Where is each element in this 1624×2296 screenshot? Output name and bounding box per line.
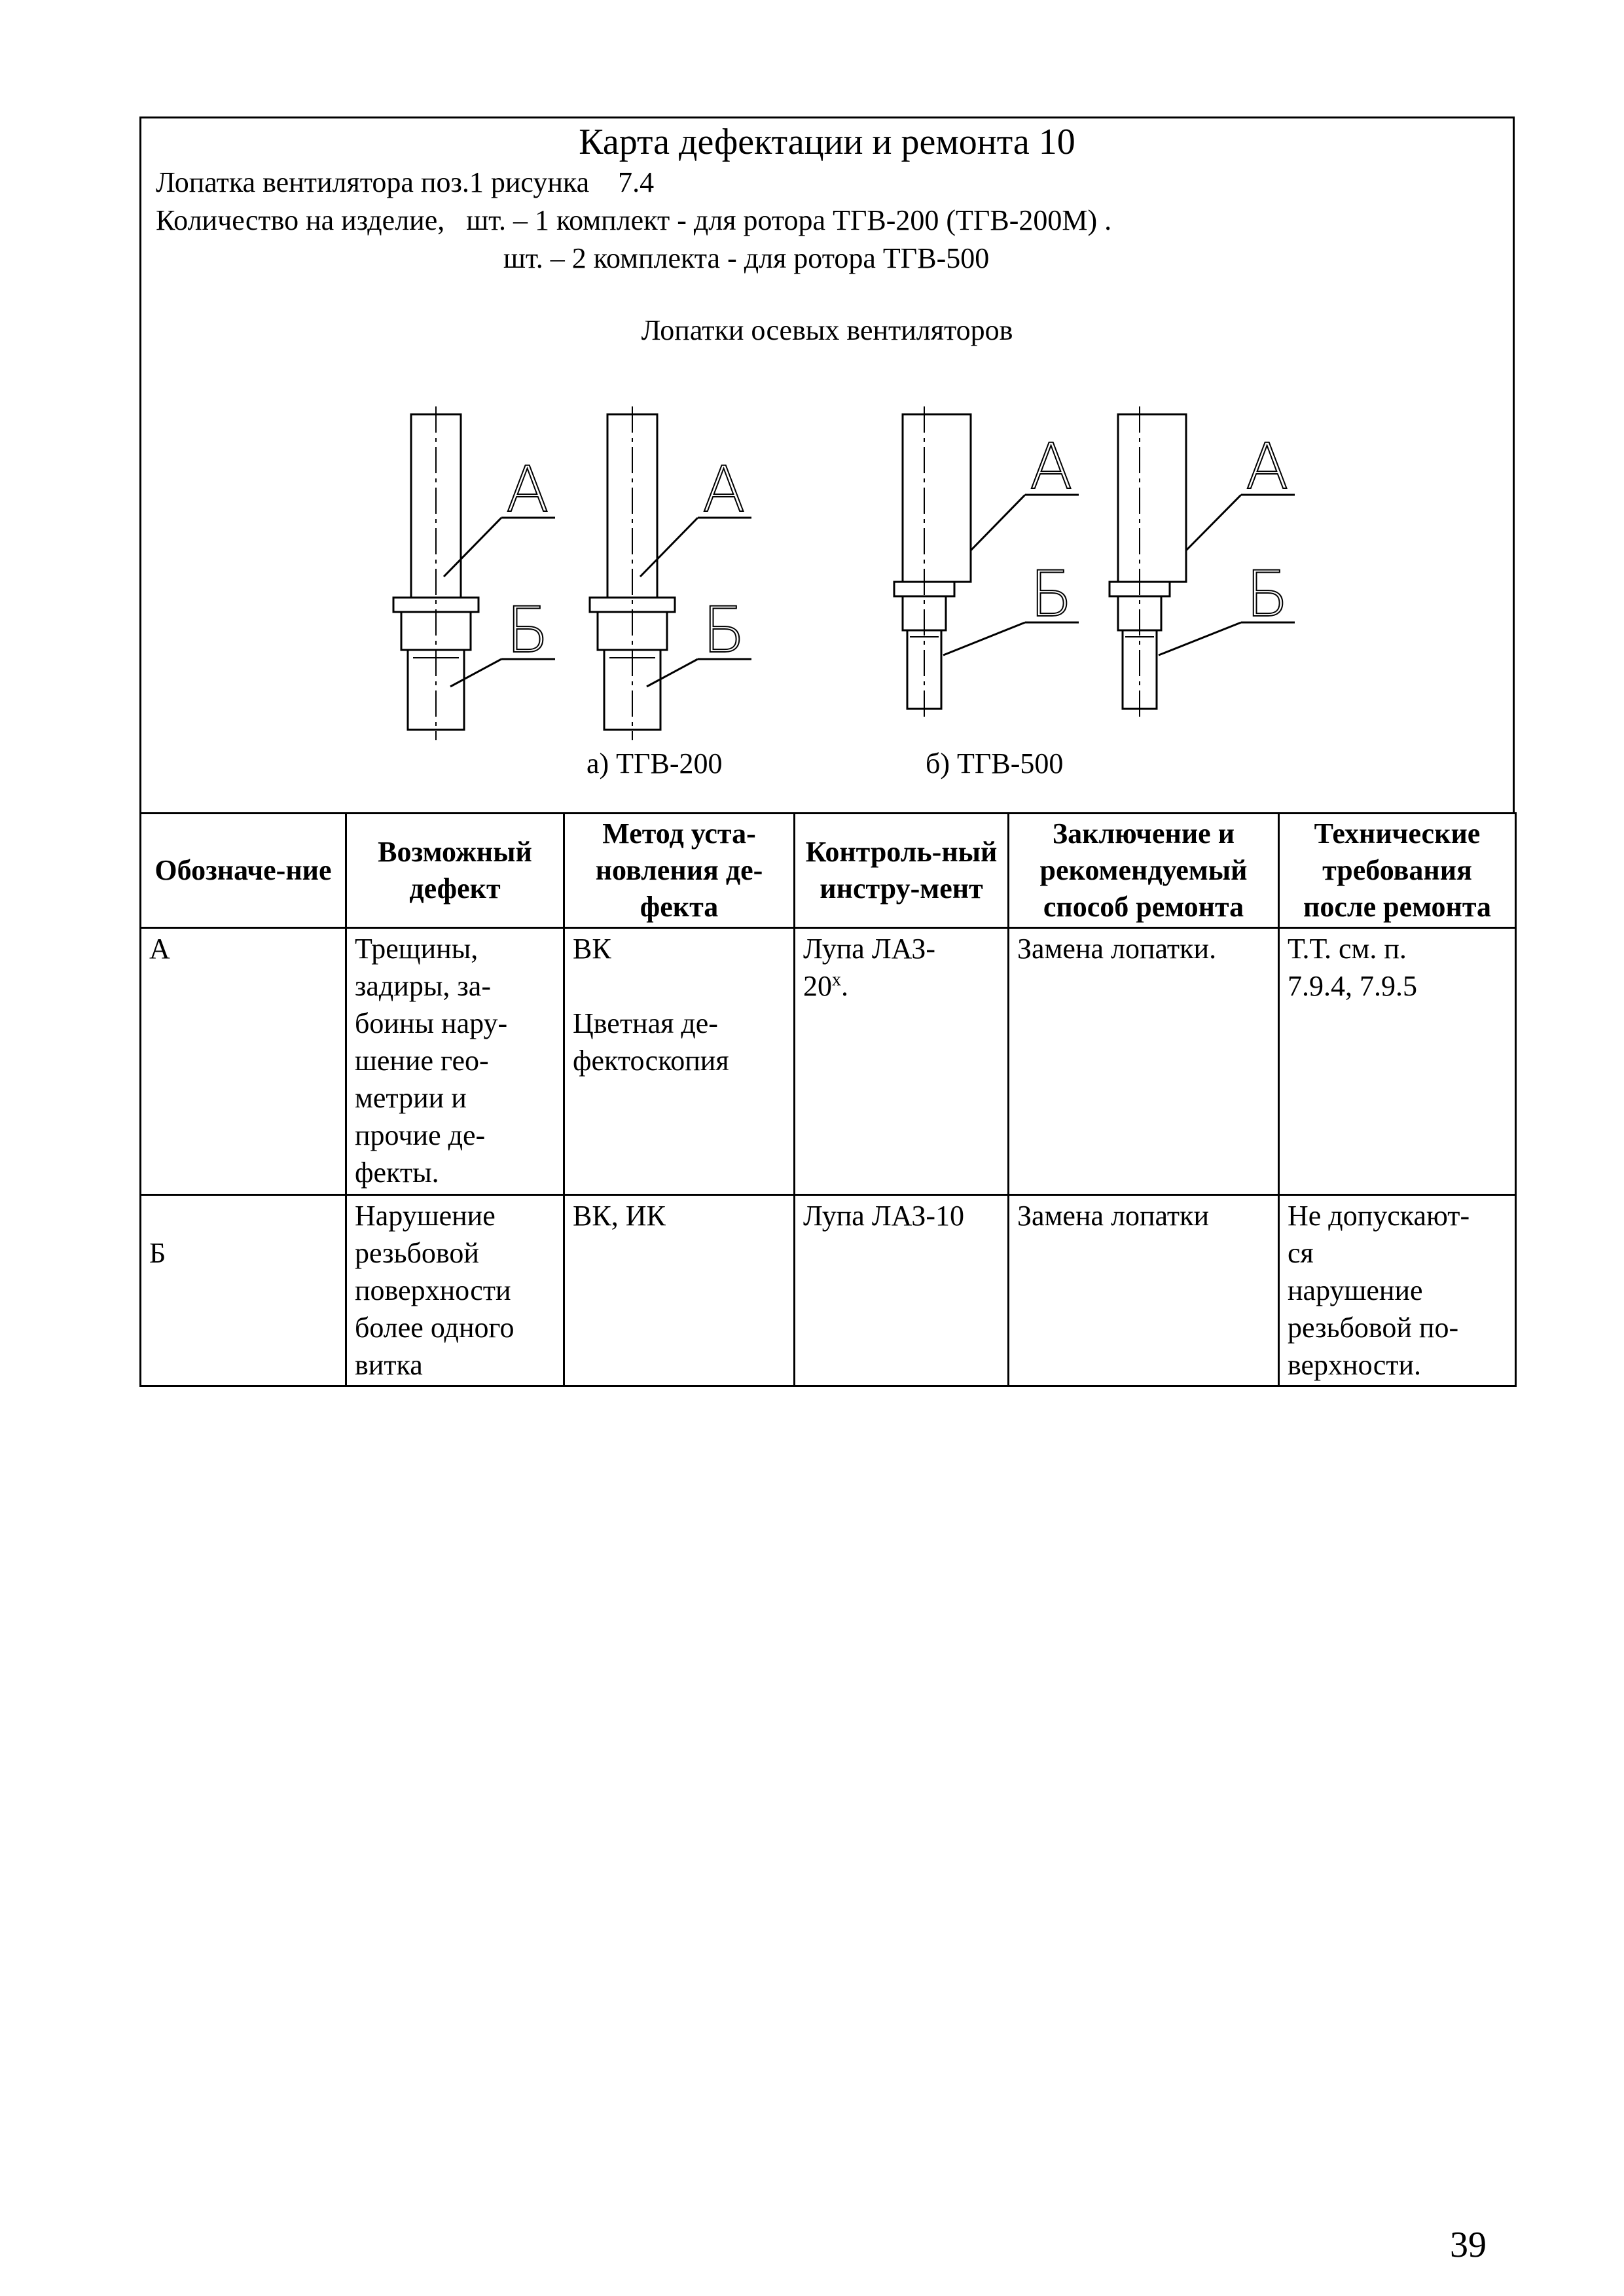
fan-blades-drawing — [141, 118, 1513, 812]
zone-b-label: Б — [702, 594, 746, 667]
header-defect: Возможный дефект — [346, 814, 564, 928]
defects-table — [139, 812, 1517, 1387]
table-row — [141, 928, 1516, 1195]
row-a-designation: А — [141, 928, 346, 1195]
row-a-conclusion: Замена лопатки. — [1009, 928, 1279, 1195]
header-conclusion: Заключение и рекомендуемый способ ремонта — [1009, 814, 1279, 928]
defect-card — [139, 117, 1515, 814]
row-b-designation: Б — [141, 1195, 346, 1386]
zone-b-label: Б — [506, 594, 549, 667]
header-method: Метод уста-новления де-фекта — [564, 814, 795, 928]
zone-b-label: Б — [1246, 558, 1289, 631]
row-a-tool: Лупа ЛАЗ- $20^х$. — [795, 928, 1009, 1195]
quantity-line-1: Количество на изделие, шт. – 1 комплект - для ротора ТГВ-200 (ТГВ-200М) . — [156, 204, 1112, 236]
row-b-defect: Нарушение резьбовой поверхности более одного витка — [346, 1195, 564, 1386]
row-b-method: ВК, ИК — [564, 1195, 795, 1386]
part-line: Лопатка вентилятора поз.1 рисунка 7.4 — [156, 166, 655, 198]
row-a-requirements: Т.Т. см. п. 7.9.4, 7.9.5 — [1279, 928, 1516, 1195]
header-tool: Контроль-ный инстру-мент — [795, 814, 1009, 928]
row-b-tool: Лупа ЛАЗ-10 — [795, 1195, 1009, 1386]
page-number: 39 — [1450, 2225, 1487, 2265]
zone-a-label: А — [702, 453, 746, 526]
header-designation: Обозначе-ние — [141, 814, 346, 928]
row-a-method: ВК Цветная де- фектоскопия — [564, 928, 795, 1195]
zone-b-label: Б — [1030, 558, 1073, 631]
header-requirements: Технические требования после ремонта — [1279, 814, 1516, 928]
row-a-defect: Трещины, задиры, за- боины нару- шение гео- метрии и прочие де- фекты. — [346, 928, 564, 1195]
figure-title: Лопатки осевых вентиляторов — [641, 314, 1013, 346]
zone-a-label: А — [506, 453, 549, 526]
zone-a-label: А — [1030, 430, 1073, 503]
quantity-line-2: шт. – 2 комплекта - для ротора ТГВ-500 — [503, 242, 990, 274]
caption-tgv200: а) ТГВ-200 — [586, 747, 723, 780]
row-b-conclusion: Замена лопатки — [1009, 1195, 1279, 1386]
caption-tgv500: б) ТГВ-500 — [926, 747, 1064, 780]
zone-a-label: А — [1246, 430, 1289, 503]
card-title: Карта дефектации и ремонта 10 — [579, 122, 1075, 162]
row-b-requirements: Не допускают- ся нарушение резьбовой по- верхности. — [1279, 1195, 1516, 1386]
table-row — [141, 1195, 1516, 1386]
